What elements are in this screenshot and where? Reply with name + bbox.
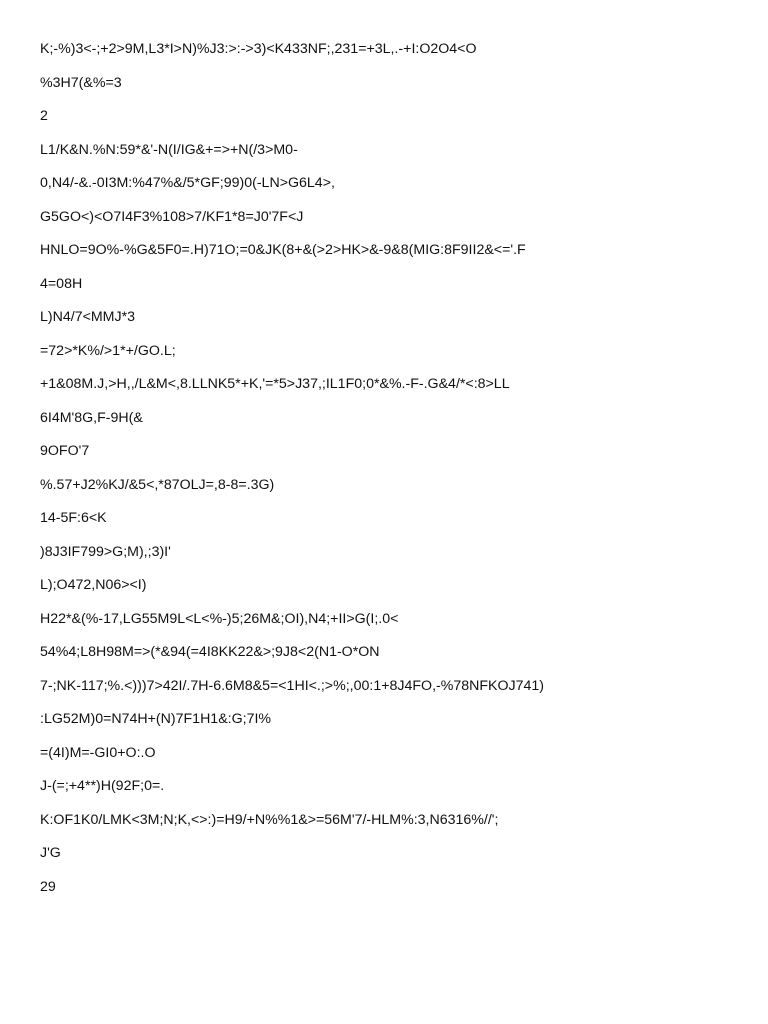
text-line: 7-;NK-117;%.<)))7>42I/.7H-6.6M8&5=<1HI<.;>%;,00:1+8J4FO,-%78NFKOJ741) bbox=[40, 677, 545, 694]
text-line: =(4I)M=-GI0+O:.O bbox=[40, 744, 156, 761]
text-line: 6I4M'8G,F-9H(& bbox=[40, 409, 143, 426]
text-line: )8J3IF799>G;M),;3)I' bbox=[40, 543, 171, 560]
text-line: L)N4/7<MMJ*3 bbox=[40, 309, 136, 325]
text-line: H22*&(%-17,LG55M9L<L<%-)5;26M&;OI),N4;+II>G(I;.0< bbox=[40, 610, 399, 627]
text-line: =72>*K%/>1*+/GO.L; bbox=[40, 342, 176, 359]
text-line: 9OFO'7 bbox=[40, 443, 90, 459]
text-line: 14-5F:6<K bbox=[40, 510, 107, 526]
text-line: 4=08H bbox=[40, 275, 83, 292]
text-line: J-(=;+4**)H(92F;0=. bbox=[40, 778, 165, 794]
text-line: %.57+J2%KJ/&5<,*87OLJ=,8-8=.3G) bbox=[40, 476, 275, 493]
text-line: 2 bbox=[40, 108, 48, 124]
text-line: HNLO=9O%-%G&5F0=.H)71O;=0&JK(8+&(>2>HK>&-9&8(MIG:8F9II2&<='.F bbox=[40, 242, 526, 258]
text-line: L);O472,N06><I) bbox=[40, 577, 147, 593]
text-line: K:OF1K0/LMK<3M;N;K,<>:)=H9/+N%%1&>=56M'7/-HLM%:3,N6316%//'; bbox=[40, 811, 499, 828]
text-line: 29 bbox=[40, 878, 56, 895]
text-line: L1/K&N.%N:59*&'-N(I/IG&+=>+N(/3>M0- bbox=[40, 141, 298, 158]
text-lines bbox=[40, 40, 740, 911]
text-line: +1&08M.J,>H,,/L&M<,8.LLNK5*+K,'=*5>J37,;IL1F0;0*&%.-F-.G&4/*<:8>LL bbox=[40, 376, 510, 392]
text-line: G5GO<)<O7I4F3%108>7/KF1*8=J0'7F<J bbox=[40, 208, 304, 225]
text-line: K;-%)3<-;+2>9M,L3*I>N)%J3:>:->3)<K433NF;,231=+3L,.-+I:O2O4<O bbox=[40, 41, 477, 57]
text-line: J'G bbox=[40, 845, 61, 861]
text-line: %3H7(&%=3 bbox=[40, 74, 122, 91]
text-line: 0,N4/-&.-0I3M:%47%&/5*GF;99)0(-LN>G6L4>, bbox=[40, 175, 335, 191]
text-line: 54%4;L8H98M=>(*&94(=4I8KK22&>;9J8<2(N1-O*ON bbox=[40, 644, 380, 660]
text-line: :LG52M)0=N74H+(N)7F1H1&:G;7I% bbox=[40, 711, 272, 727]
